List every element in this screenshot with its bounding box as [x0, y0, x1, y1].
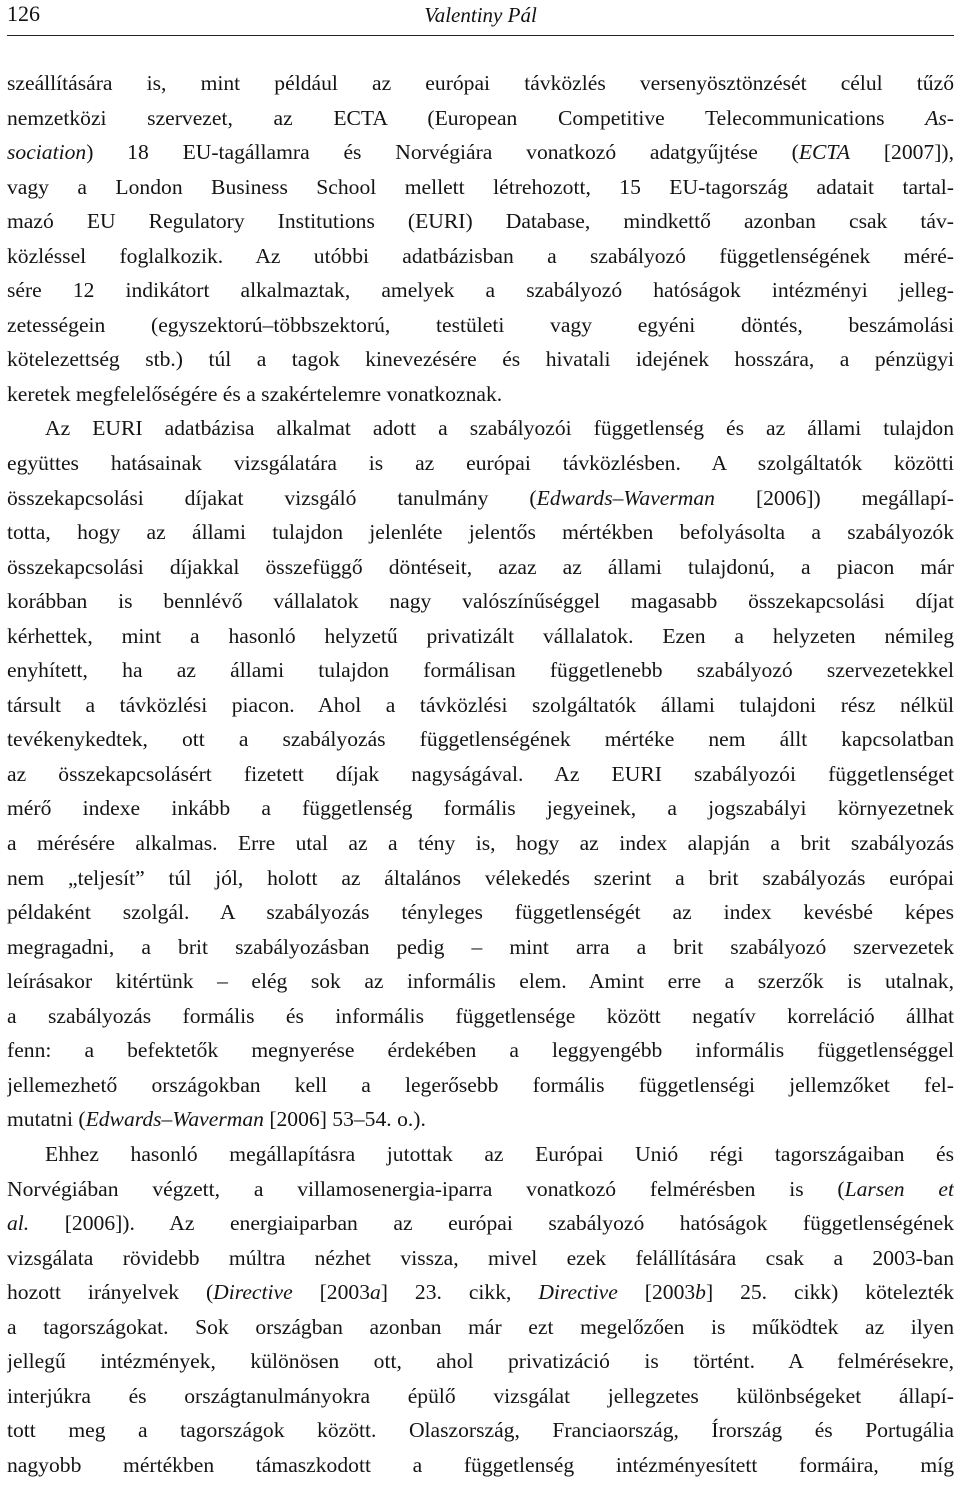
text-line — [7, 135, 954, 170]
italic-text: sociation — [7, 140, 87, 165]
italic-text: Directive — [213, 1280, 293, 1305]
text-segment: leírásakor kitértünk – elég sok az informális elem. Amint erre a szerzők is utalnak, — [7, 969, 954, 994]
text-segment: kérhettek, mint a hasonló helyzetű privatizált vállalatok. Ezen a helyzeten némileg — [7, 623, 954, 648]
text-line — [7, 1379, 954, 1414]
text-line — [7, 1102, 954, 1137]
text-line — [7, 584, 954, 619]
text-line — [7, 861, 954, 896]
text-line — [7, 515, 954, 550]
text-line — [7, 1068, 954, 1103]
text-line — [7, 204, 954, 239]
text-line — [7, 826, 954, 861]
text-segment: tott meg a tagországok között. Olaszország, Franciaország, Írország és Portugália — [7, 1418, 954, 1443]
text-line — [7, 1310, 954, 1345]
text-line — [7, 66, 954, 101]
text-segment: ] 23. cikk, — [380, 1280, 539, 1305]
text-segment: példaként szolgál. A szabályozás tényleges függetlenségét az index kevésbé képes — [7, 900, 954, 925]
body-text — [7, 66, 954, 1482]
text-segment: [2003 — [617, 1280, 696, 1305]
text-segment: nagyobb mértékben támaszkodott a függetlenség intézményesített formáira, míg — [7, 1452, 954, 1477]
text-segment: összekapcsolási díjakat vizsgáló tanulmány ( — [7, 485, 537, 510]
text-segment: [2003 — [292, 1280, 370, 1305]
text-segment: [2006]). Az energiaiparban az európai szabályozó hatóságok függetlenségének — [29, 1211, 954, 1236]
text-line — [7, 964, 954, 999]
text-line — [7, 930, 954, 965]
text-segment: az összekapcsolásért fizetett díjak nagyságával. Az EURI szabályozói függetlenséget — [7, 761, 954, 786]
text-segment: nem „teljesít” túl jól, holott az általános vélekedés szerint a brit szabályozás európai — [7, 865, 954, 890]
text-line — [7, 550, 954, 585]
italic-text: al. — [7, 1211, 30, 1236]
italic-text: b — [695, 1280, 706, 1305]
text-segment: enyhített, ha az állami tulajdon formálisan függetlenebb szabályozó szervezetekkel — [7, 658, 954, 683]
text-segment: mazó EU Regulatory Institutions (EURI) Database, mindkettő azonban csak táv- — [7, 209, 954, 234]
text-segment: Ehhez hasonló megállapításra jutottak az Európai Unió régi tagországaiban és — [45, 1141, 954, 1166]
text-segment: jellemezhető országokban kell a legerősebb formális függetlenségi jellemzőket fel- — [7, 1072, 954, 1097]
text-segment: mérő indexe inkább a függetlenség formális jegyeinek, a jogszabályi környezetnek — [7, 796, 954, 821]
text-line — [7, 1172, 954, 1207]
text-line — [7, 1413, 954, 1448]
text-segment: együttes hatásainak vizsgálatára is az európai távközlésben. A szolgáltatók közötti — [7, 451, 954, 476]
text-line — [7, 1344, 954, 1379]
text-segment: vizsgálata rövidebb múltra nézhet vissza, mivel ezek felállítására csak a 2003-ban — [7, 1245, 954, 1270]
text-segment: [2007]), — [850, 140, 954, 165]
text-segment: összekapcsolási díjakkal összefüggő döntéseit, azaz az állami tulajdonú, a piacon már — [7, 554, 954, 579]
text-line — [7, 170, 954, 205]
page-header — [7, 0, 954, 36]
text-line — [7, 377, 954, 412]
text-segment: a tagországokat. Sok országban azonban már ezt megelőzően is működtek az ilyen — [7, 1314, 954, 1339]
page-number: 126 — [7, 1, 40, 26]
italic-text: a — [370, 1280, 381, 1305]
text-segment: a mérésére alkalmas. Erre utal az a tény is, hogy az index alapján a brit szabályozás — [7, 831, 954, 856]
text-segment: nemzetközi szervezet, az ECTA (European Competitive Telecommunications — [7, 105, 926, 130]
text-line — [7, 1275, 954, 1310]
text-line — [7, 273, 954, 308]
text-line — [7, 411, 954, 446]
text-segment: vagy a London Business School mellett létrehozott, 15 EU-tagország adatait tartal- — [7, 174, 954, 199]
running-head: Valentiny Pál — [424, 3, 537, 27]
text-line — [7, 1206, 954, 1241]
text-segment: a szabályozás formális és informális függetlensége között negatív korreláció állhat — [7, 1003, 954, 1028]
text-segment: keretek megfelelőségére és a szakértelemre vonatkoznak. — [7, 381, 503, 406]
italic-text: ECTA — [798, 140, 851, 165]
text-segment: zetességein (egyszektorú–többszektorú, testületi vagy egyéni döntés, beszámolási — [7, 312, 954, 337]
text-line — [7, 653, 954, 688]
text-line — [7, 101, 954, 136]
text-line — [7, 895, 954, 930]
text-line — [7, 1241, 954, 1276]
text-segment: szeállítására is, mint például az európai távközlés versenyösztönzését célul tűző — [7, 71, 954, 95]
italic-text: Larsen et — [844, 1176, 954, 1201]
text-segment: társult a távközlési piacon. Ahol a távközlési szolgáltatók állami tulajdoni rész nélkül — [7, 692, 954, 717]
text-line — [7, 446, 954, 481]
text-segment: ) 18 EU-tagállamra és Norvégiára vonatkozó adatgyűjtése ( — [86, 140, 799, 165]
text-segment: tevékenykedtek, ott a szabályozás függetlenségének mértéke nem állt kapcsolatban — [7, 727, 954, 752]
italic-text: Directive — [538, 1280, 618, 1305]
text-segment: Norvégiában végzett, a villamosenergia-iparra vonatkozó felmérésben is ( — [7, 1176, 845, 1201]
text-line — [7, 1033, 954, 1068]
text-line — [7, 1137, 954, 1172]
text-line — [7, 619, 954, 654]
text-segment: hozott irányelvek ( — [7, 1280, 214, 1305]
text-segment: korábban is bennlévő vállalatok nagy valószínűséggel magasabb összekapcsolási díjat — [7, 589, 954, 614]
text-segment: kötelezettség stb.) túl a tagok kinevezésére és hivatali idejének hosszára, a pénzügyi — [7, 347, 954, 372]
text-line — [7, 999, 954, 1034]
italic-text: Edwards–Waverman — [536, 485, 715, 510]
text-line — [7, 481, 954, 516]
text-segment: sére 12 indikátort alkalmaztak, amelyek a szabályozó hatóságok intézményi jelleg- — [7, 278, 954, 303]
italic-text: Edwards–Waverman — [85, 1107, 264, 1132]
text-segment: interjúkra és országtanulmányokra épülő vizsgálat jellegzetes különbségeket állapí- — [7, 1383, 954, 1408]
text-segment: jellegű intézmények, különösen ott, ahol privatizáció is történt. A felmérésekre, — [7, 1349, 954, 1374]
text-line — [7, 342, 954, 377]
text-segment: mutatni ( — [7, 1107, 86, 1132]
text-segment: megragadni, a brit szabályozásban pedig – mint arra a brit szabályozó szervezetek — [7, 934, 954, 959]
text-segment: [2006]) megállapí- — [714, 485, 954, 510]
text-line — [7, 791, 954, 826]
text-line — [7, 308, 954, 343]
text-segment: fenn: a befektetők megnyerése érdekében a leggyengébb informális függetlenséggel — [7, 1038, 954, 1063]
text-line — [7, 1448, 954, 1483]
text-segment: ] 25. cikk) kötelezték — [705, 1280, 954, 1305]
text-line — [7, 239, 954, 274]
text-line — [7, 757, 954, 792]
text-line — [7, 722, 954, 757]
text-segment: totta, hogy az állami tulajdon jelenléte jelentős mértékben befolyásolta a szabályozók — [7, 520, 954, 545]
text-segment: közléssel foglalkozik. Az utóbbi adatbázisban a szabályozó függetlenségének méré- — [7, 243, 954, 268]
italic-text: As- — [925, 105, 954, 130]
text-segment: [2006] 53–54. o.). — [263, 1107, 426, 1132]
text-segment: Az EURI adatbázisa alkalmat adott a szabályozói függetlenség és az állami tulajdon — [45, 416, 954, 441]
text-line — [7, 688, 954, 723]
